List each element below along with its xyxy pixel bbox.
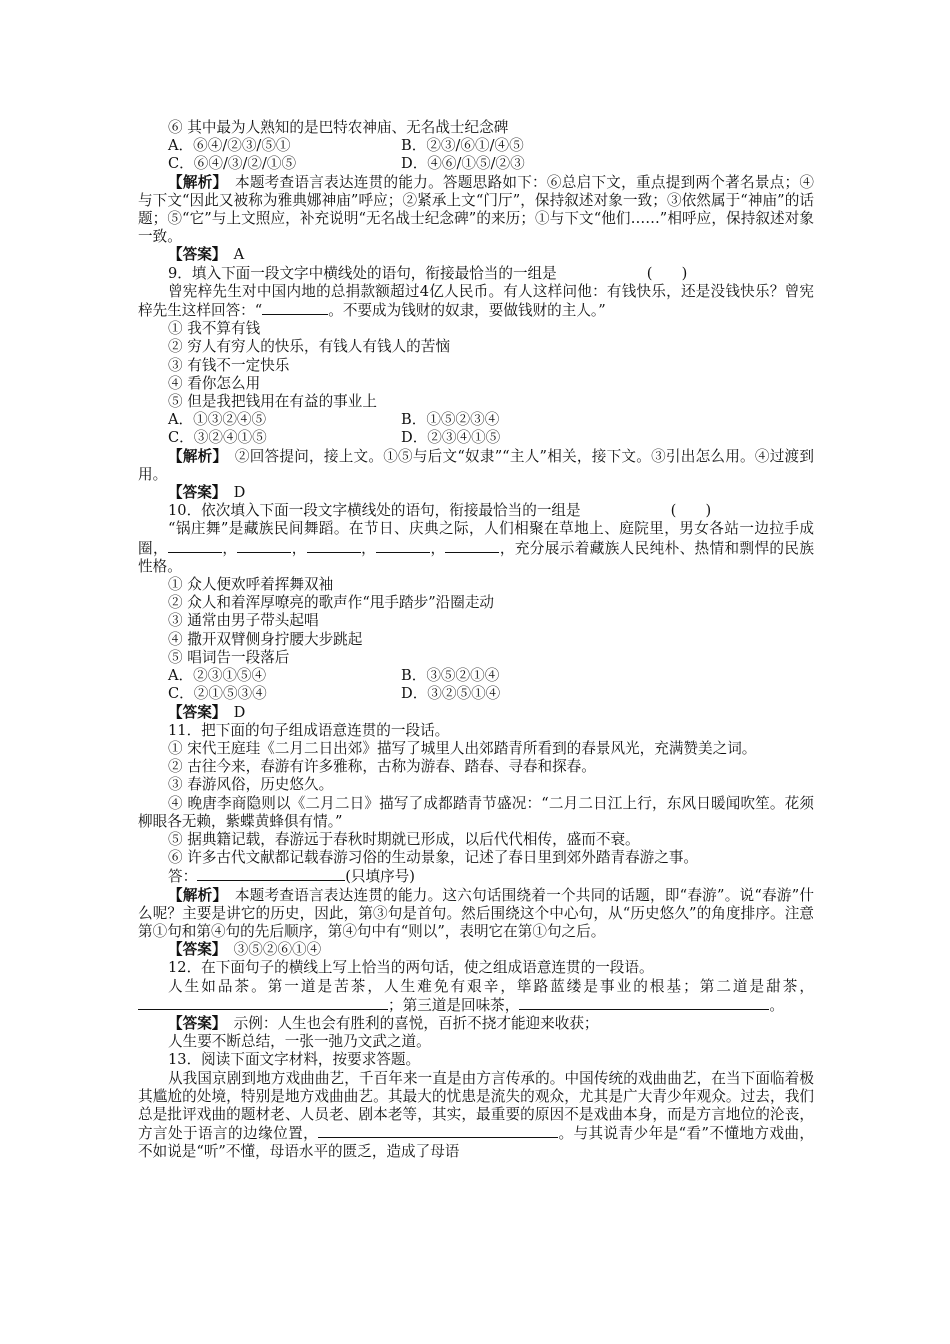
blank-line [445, 539, 499, 553]
q9-passage: 曾宪梓先生对中国内地的总捐款额超过4亿人民币。有人这样问他：有钱快乐，还是没钱快乐？曾宪梓先生这样回答：“ 。不要成为钱财的奴隶，要做钱财的主人。” [138, 282, 814, 320]
answer-tag: 【答案】 [168, 703, 220, 721]
blank-line [307, 539, 361, 553]
q11-stem: 11．把下面的句子组成语意连贯的一段话。 [168, 721, 450, 739]
q8-option-b: B．②③/⑥①/④⑤ [401, 137, 524, 155]
q12-passage: 人生如品茶。第一道是苦茶，人生难免有艰辛，筚路蓝缕是事业的根基；第二道是甜茶，；第三道是回味茶， 。 [138, 978, 814, 1015]
q12-answer-2: 人生要不断总结，一张一弛乃文武之道。 [168, 1033, 431, 1051]
q11-answer-line: 答： (只填序号) [168, 868, 415, 886]
blank-line [376, 539, 430, 553]
answer-text: A [219, 246, 245, 264]
q8-answer [138, 246, 814, 264]
answer-text: 示例：人生也会有胜利的喜悦，百折不挠才能迎来收获； [219, 1014, 599, 1032]
q9-option-a: A．①③②④⑤ [168, 411, 267, 429]
q10-item-1: ① 众人便欢呼着挥舞双袖 [168, 576, 334, 594]
blank-line [318, 1124, 558, 1138]
q9-stem: 9．填入下面一段文字中横线处的语句，衔接最恰当的一组是 ( ) [168, 264, 688, 282]
q9-item-5: ⑤ 但是我把钱用在有益的事业上 [168, 393, 377, 411]
q10-option-a: A．②③①⑤④ [168, 667, 267, 685]
q8-analysis [138, 174, 814, 247]
analysis-text: 本题考查语言表达连贯的能力。这六句话围绕着一个共同的话题，即“春游”。说“春游”什么呢？主要是讲它的历史，因此，第③句是首句。然后围绕这个中心句，从“历史悠久”的角度排序。注意第①句和第④句的先后顺序，第④句中有“则以”，表明它在第①句之后。 [138, 886, 814, 940]
q9-options-row-1 [138, 411, 814, 429]
q10-item-2: ② 众人和着浑厚嘹亮的歌声作“甩手踏步”沿圈走动 [168, 594, 495, 612]
q12-stem: 12．在下面句子的横线上写上恰当的两句话，使之组成语意连贯的一段语。 [168, 959, 654, 977]
answer-blank-line [197, 867, 345, 881]
q11-item-5: ⑤ 据典籍记载，春游远于春秋时期就已形成，以后代代相传，盛而不衰。 [168, 830, 640, 848]
q10-stem: 10．依次填入下面一段文字横线处的语句，衔接最恰当的一组是 ( ) [168, 502, 712, 520]
analysis-tag: 【解析】 [168, 447, 221, 465]
q12-answer [138, 1015, 814, 1033]
q11-item-3: ③ 春游风俗，历史悠久。 [168, 776, 334, 794]
answer-tag: 【答案】 [168, 246, 220, 264]
blank-line [138, 996, 388, 1010]
q10-option-b: B．③⑤②①④ [401, 667, 500, 685]
q10-item-3: ③ 通常由男子带头起唱 [168, 612, 319, 630]
q9-options-row-2 [138, 429, 814, 447]
answer-tag: 【答案】 [168, 484, 220, 502]
analysis-text: 本题考查语言表达连贯的能力。答题思路如下：⑥总启下文，重点提到两个著名景点；④与下文“因此又被称为雅典娜神庙”呼应；②紧承上文“门厅”，保持叙述对象一致；③依然属于“神庙”的话题；⑤“它”与上文照应，补充说明“无名战士纪念碑”的来历；①与下文“他们……”相呼应，保持叙述对象一致。 [138, 173, 814, 246]
q9-item-4: ④ 看你怎么用 [168, 374, 261, 392]
q10-option-d: D．③②⑤①④ [401, 685, 501, 703]
q11-item-4: ④ 晚唐李商隐则以《二月二日》描写了成都踏青节盛况：“二月二日江上行，东风日暖闻吹笙。花须柳眼各无赖，紫蝶黄蜂俱有情。” [138, 794, 814, 830]
answer-paren: ( ) [646, 264, 688, 282]
q11-item-1: ① 宋代王庭珪《二月二日出郊》描写了城里人出郊踏青所看到的春景风光，充满赞美之词。 [168, 739, 757, 757]
blank-line [262, 301, 328, 315]
answer-tag: 【答案】 [168, 1014, 220, 1032]
q9-option-c: C．③②④①⑤ [168, 429, 267, 447]
q11-answer [138, 941, 814, 959]
q8-options-row-1 [138, 137, 814, 155]
answer-text: D [219, 703, 246, 721]
q9-item-2: ② 穷人有穷人的快乐，有钱人有钱人的苦恼 [168, 338, 450, 356]
q9-analysis [138, 448, 814, 484]
q8-options-row-2 [138, 155, 814, 173]
q10-option-c: C．②①⑤③④ [168, 685, 267, 703]
q10-options-row-2 [138, 685, 814, 703]
q10-answer [138, 704, 814, 722]
q13-passage: 从我国京剧到地方戏曲曲艺，千百年来一直是由方言传承的。中国传统的戏曲曲艺，在当下面临着极其尴尬的处境，特别是地方戏曲曲艺。其最大的忧患是流失的观众，尤其是广大青少年观众。过去，我们总是批评戏曲的题材老、人员老、剧本老等，其实，最重要的原因不是戏曲本身，而是方言地位的沦丧，方言处于语言的边缘位置， 。与其说青少年是“看”不懂地方戏曲，不如说是“听”不懂，母语水平的匮乏，造成了母语 [138, 1069, 814, 1161]
analysis-text: ②回答提问，接上文。①⑤与后文“奴隶”“主人”相关，接下文。③引出怎么用。④过渡到用。 [138, 447, 814, 483]
q9-item-3: ③ 有钱不一定快乐 [168, 356, 290, 374]
answer-tag: 【答案】 [168, 941, 220, 959]
answer-text: D [219, 484, 246, 502]
q8-option-c: C．⑥④/③/②/①⑤ [168, 155, 297, 173]
answer-paren: ( ) [670, 502, 712, 520]
q9-option-d: D．②③④①⑤ [401, 429, 501, 447]
q11-analysis [138, 887, 814, 942]
q8-item-6: ⑥ 其中最为人熟知的是巴特农神庙、无名战士纪念碑 [168, 119, 509, 136]
q13-stem: 13．阅读下面文字材料，按要求答题。 [168, 1051, 421, 1069]
q10-item-4: ④ 撒开双臂侧身拧腰大步跳起 [168, 630, 363, 648]
analysis-tag: 【解析】 [168, 173, 221, 191]
q9-answer [138, 484, 814, 502]
q8-option-a: A．⑥④/②③/⑤① [168, 137, 291, 155]
q9-option-b: B．①⑤②③④ [401, 411, 500, 429]
q9-item-1: ① 我不算有钱 [168, 320, 261, 338]
answer-text: ③⑤②⑥①④ [219, 941, 322, 959]
q10-passage: “锅庄舞”是藏族民间舞蹈。在节日、庆典之际，人们相聚在草地上、庭院里，男女各站一边拉手成圈， ， ， ， ， ，充分展示着藏族人民纯朴、热情和剽悍的民族性格。 [138, 520, 814, 575]
blank-line [168, 539, 222, 553]
blank-line [519, 996, 769, 1010]
q11-item-6: ⑥ 许多古代文献都记载春游习俗的生动景象，记述了春日里到郊外踏青春游之事。 [168, 849, 699, 867]
q11-item-2: ② 古往今来，春游有许多雅称，古称为游春、踏春、寻春和探春。 [168, 758, 596, 776]
q10-item-5: ⑤ 唱词告一段落后 [168, 648, 290, 666]
blank-line [237, 539, 291, 553]
q10-options-row-1 [138, 667, 814, 685]
q8-option-d: D．④⑥/①⑤/②③ [401, 155, 525, 173]
analysis-tag: 【解析】 [168, 886, 221, 904]
